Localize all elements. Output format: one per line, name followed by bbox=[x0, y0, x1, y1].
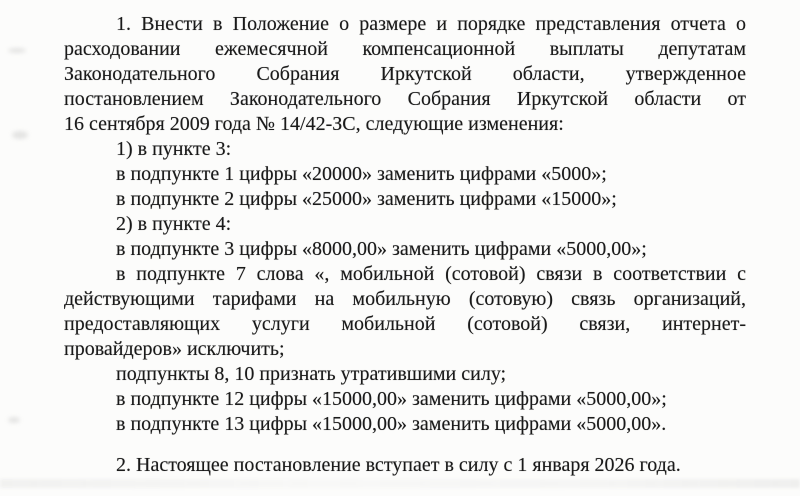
text-line: в подпункте 7 слова «, мобильной (сотовой) связи в соответствии с bbox=[116, 263, 746, 285]
text-line: 2. Настоящее постановление вступает в силу с 1 января 2026 года. bbox=[116, 454, 681, 476]
text-line: расходовании ежемесячной компенсационной выплаты депутатам bbox=[64, 38, 746, 60]
blank-line bbox=[64, 437, 746, 453]
scan-smudge bbox=[8, 417, 20, 423]
text-line: 2) в пункте 4: bbox=[116, 213, 232, 235]
text-line: предоставляющих услуги мобильной (сотовой) связи, интернет- bbox=[64, 313, 746, 335]
text-line: подпункты 8, 10 признать утратившими силу; bbox=[116, 363, 507, 385]
text-line: Законодательного Собрания Иркутской области, утвержденное bbox=[64, 63, 746, 85]
text-line: 1) в пункте 3: bbox=[116, 138, 232, 160]
scan-smudge bbox=[8, 48, 26, 53]
scan-shadow-band bbox=[0, 479, 800, 488]
text-line: 16 сентября 2009 года № 14/42-ЗС, следующие изменения: bbox=[64, 113, 564, 135]
text-line: провайдеров» исключить; bbox=[64, 338, 285, 360]
scan-smudge bbox=[12, 131, 28, 139]
text-line: постановлением Законодательного Собрания Иркутской области от bbox=[64, 88, 746, 110]
document-text-block bbox=[64, 12, 746, 478]
text-line: в подпункте 1 цифры «20000» заменить цифрами «5000»; bbox=[116, 163, 607, 185]
text-line: действующими тарифами на мобильную (сотовую) связь организаций, bbox=[64, 288, 746, 310]
text-line: 1. Внести в Положение о размере и порядке представления отчета о bbox=[116, 13, 746, 35]
text-line: в подпункте 13 цифры «15000,00» заменить цифрами «5000,00». bbox=[116, 413, 667, 435]
text-line: в подпункте 2 цифры «25000» заменить цифрами «15000»; bbox=[116, 188, 617, 210]
text-line: в подпункте 3 цифры «8000,00» заменить цифрами «5000,00»; bbox=[116, 238, 647, 260]
text-line: в подпункте 12 цифры «15000,00» заменить цифрами «5000,00»; bbox=[116, 388, 667, 410]
